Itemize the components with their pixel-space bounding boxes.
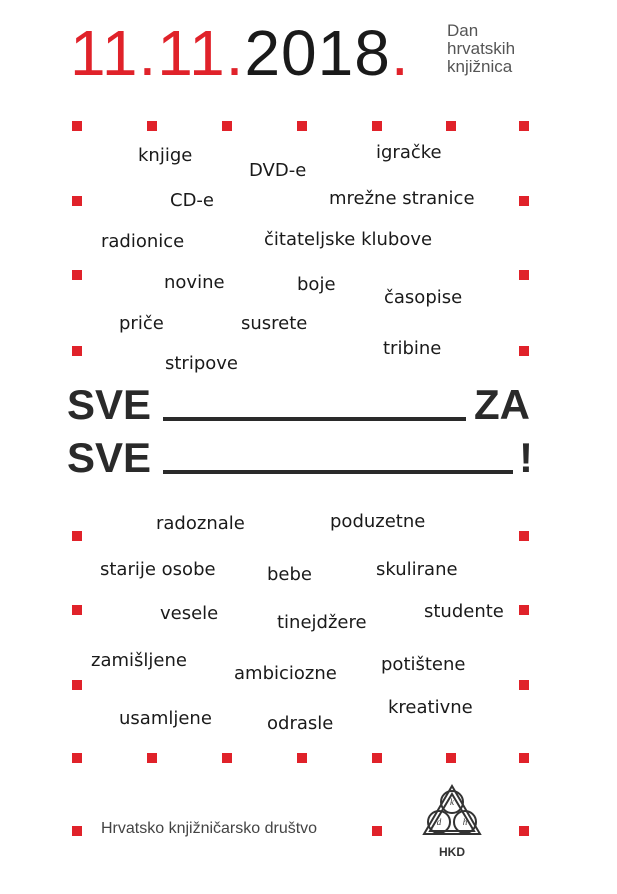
slogan-blank-line-2 — [163, 470, 513, 474]
people-word: zamišljene — [91, 650, 187, 671]
subtitle-line-3: knjižnica — [447, 57, 513, 76]
offer-word: CD-e — [170, 190, 214, 211]
red-square — [519, 121, 529, 131]
slogan-line2-start: SVE — [67, 434, 152, 481]
red-square — [297, 753, 307, 763]
red-square — [147, 121, 157, 131]
red-square — [519, 196, 529, 206]
offer-word: radionice — [101, 231, 185, 252]
logo-text: HKD — [439, 845, 465, 859]
red-square — [372, 121, 382, 131]
people-word: kreativne — [388, 697, 473, 718]
red-square — [72, 270, 82, 280]
red-square — [519, 346, 529, 356]
subtitle-line-2: hrvatskih — [447, 39, 516, 58]
offer-word: časopise — [384, 287, 463, 308]
red-square — [519, 531, 529, 541]
date-day: 11. — [70, 17, 158, 89]
people-word: radoznale — [156, 513, 245, 534]
people-word: bebe — [267, 564, 312, 585]
event-date — [70, 18, 410, 88]
hkd-logo-icon — [418, 782, 486, 864]
date-year: 2018 — [244, 17, 391, 89]
slogan-blank-line-1 — [163, 417, 466, 421]
red-square — [372, 826, 382, 836]
red-square — [222, 753, 232, 763]
red-square — [372, 753, 382, 763]
date-month: 11. — [157, 17, 245, 89]
people-word: potištene — [381, 654, 466, 675]
slogan-line2-end: ! — [519, 434, 533, 481]
red-square — [72, 196, 82, 206]
slogan-line1-start: SVE — [67, 381, 152, 428]
red-square — [446, 121, 456, 131]
logo-letter-h: h — [462, 817, 468, 827]
red-square — [446, 753, 456, 763]
red-square — [519, 680, 529, 690]
red-square — [72, 121, 82, 131]
offer-word: novine — [164, 272, 225, 293]
red-square — [72, 826, 82, 836]
people-word: tinejdžere — [277, 612, 367, 633]
offer-word: knjige — [138, 145, 193, 166]
red-square — [147, 753, 157, 763]
red-square — [222, 121, 232, 131]
red-square — [519, 270, 529, 280]
subtitle-line-1: Dan — [447, 21, 479, 40]
event-subtitle — [447, 22, 515, 76]
offer-word: čitateljske klubove — [264, 229, 433, 250]
people-word: poduzetne — [330, 511, 426, 532]
red-square — [519, 826, 529, 836]
people-word: usamljene — [119, 708, 212, 729]
red-square — [72, 753, 82, 763]
offer-word: mrežne stranice — [329, 188, 475, 209]
people-word: starije osobe — [100, 559, 216, 580]
organization-name: Hrvatsko knjižničarsko društvo — [101, 820, 318, 837]
people-word: ambiciozne — [234, 663, 337, 684]
offer-word: stripove — [165, 353, 239, 374]
people-word: odrasle — [267, 713, 334, 734]
date-dot: . — [390, 17, 410, 89]
offer-word: boje — [297, 274, 336, 295]
people-word: vesele — [160, 603, 219, 624]
red-square — [72, 346, 82, 356]
red-square — [297, 121, 307, 131]
offer-word: tribine — [383, 338, 442, 359]
red-square — [519, 753, 529, 763]
people-word: skulirane — [376, 559, 458, 580]
people-word: studente — [424, 601, 504, 622]
offer-word: susrete — [241, 313, 308, 334]
offer-word: priče — [119, 313, 164, 334]
red-square — [72, 680, 82, 690]
slogan-line1-end: ZA — [474, 381, 530, 428]
logo-letter-k: k — [450, 797, 454, 807]
red-square — [519, 605, 529, 615]
offer-word: igračke — [376, 142, 442, 163]
logo-letter-d: d — [436, 817, 442, 827]
offer-word: DVD-e — [249, 160, 307, 181]
red-square — [72, 531, 82, 541]
red-square — [72, 605, 82, 615]
